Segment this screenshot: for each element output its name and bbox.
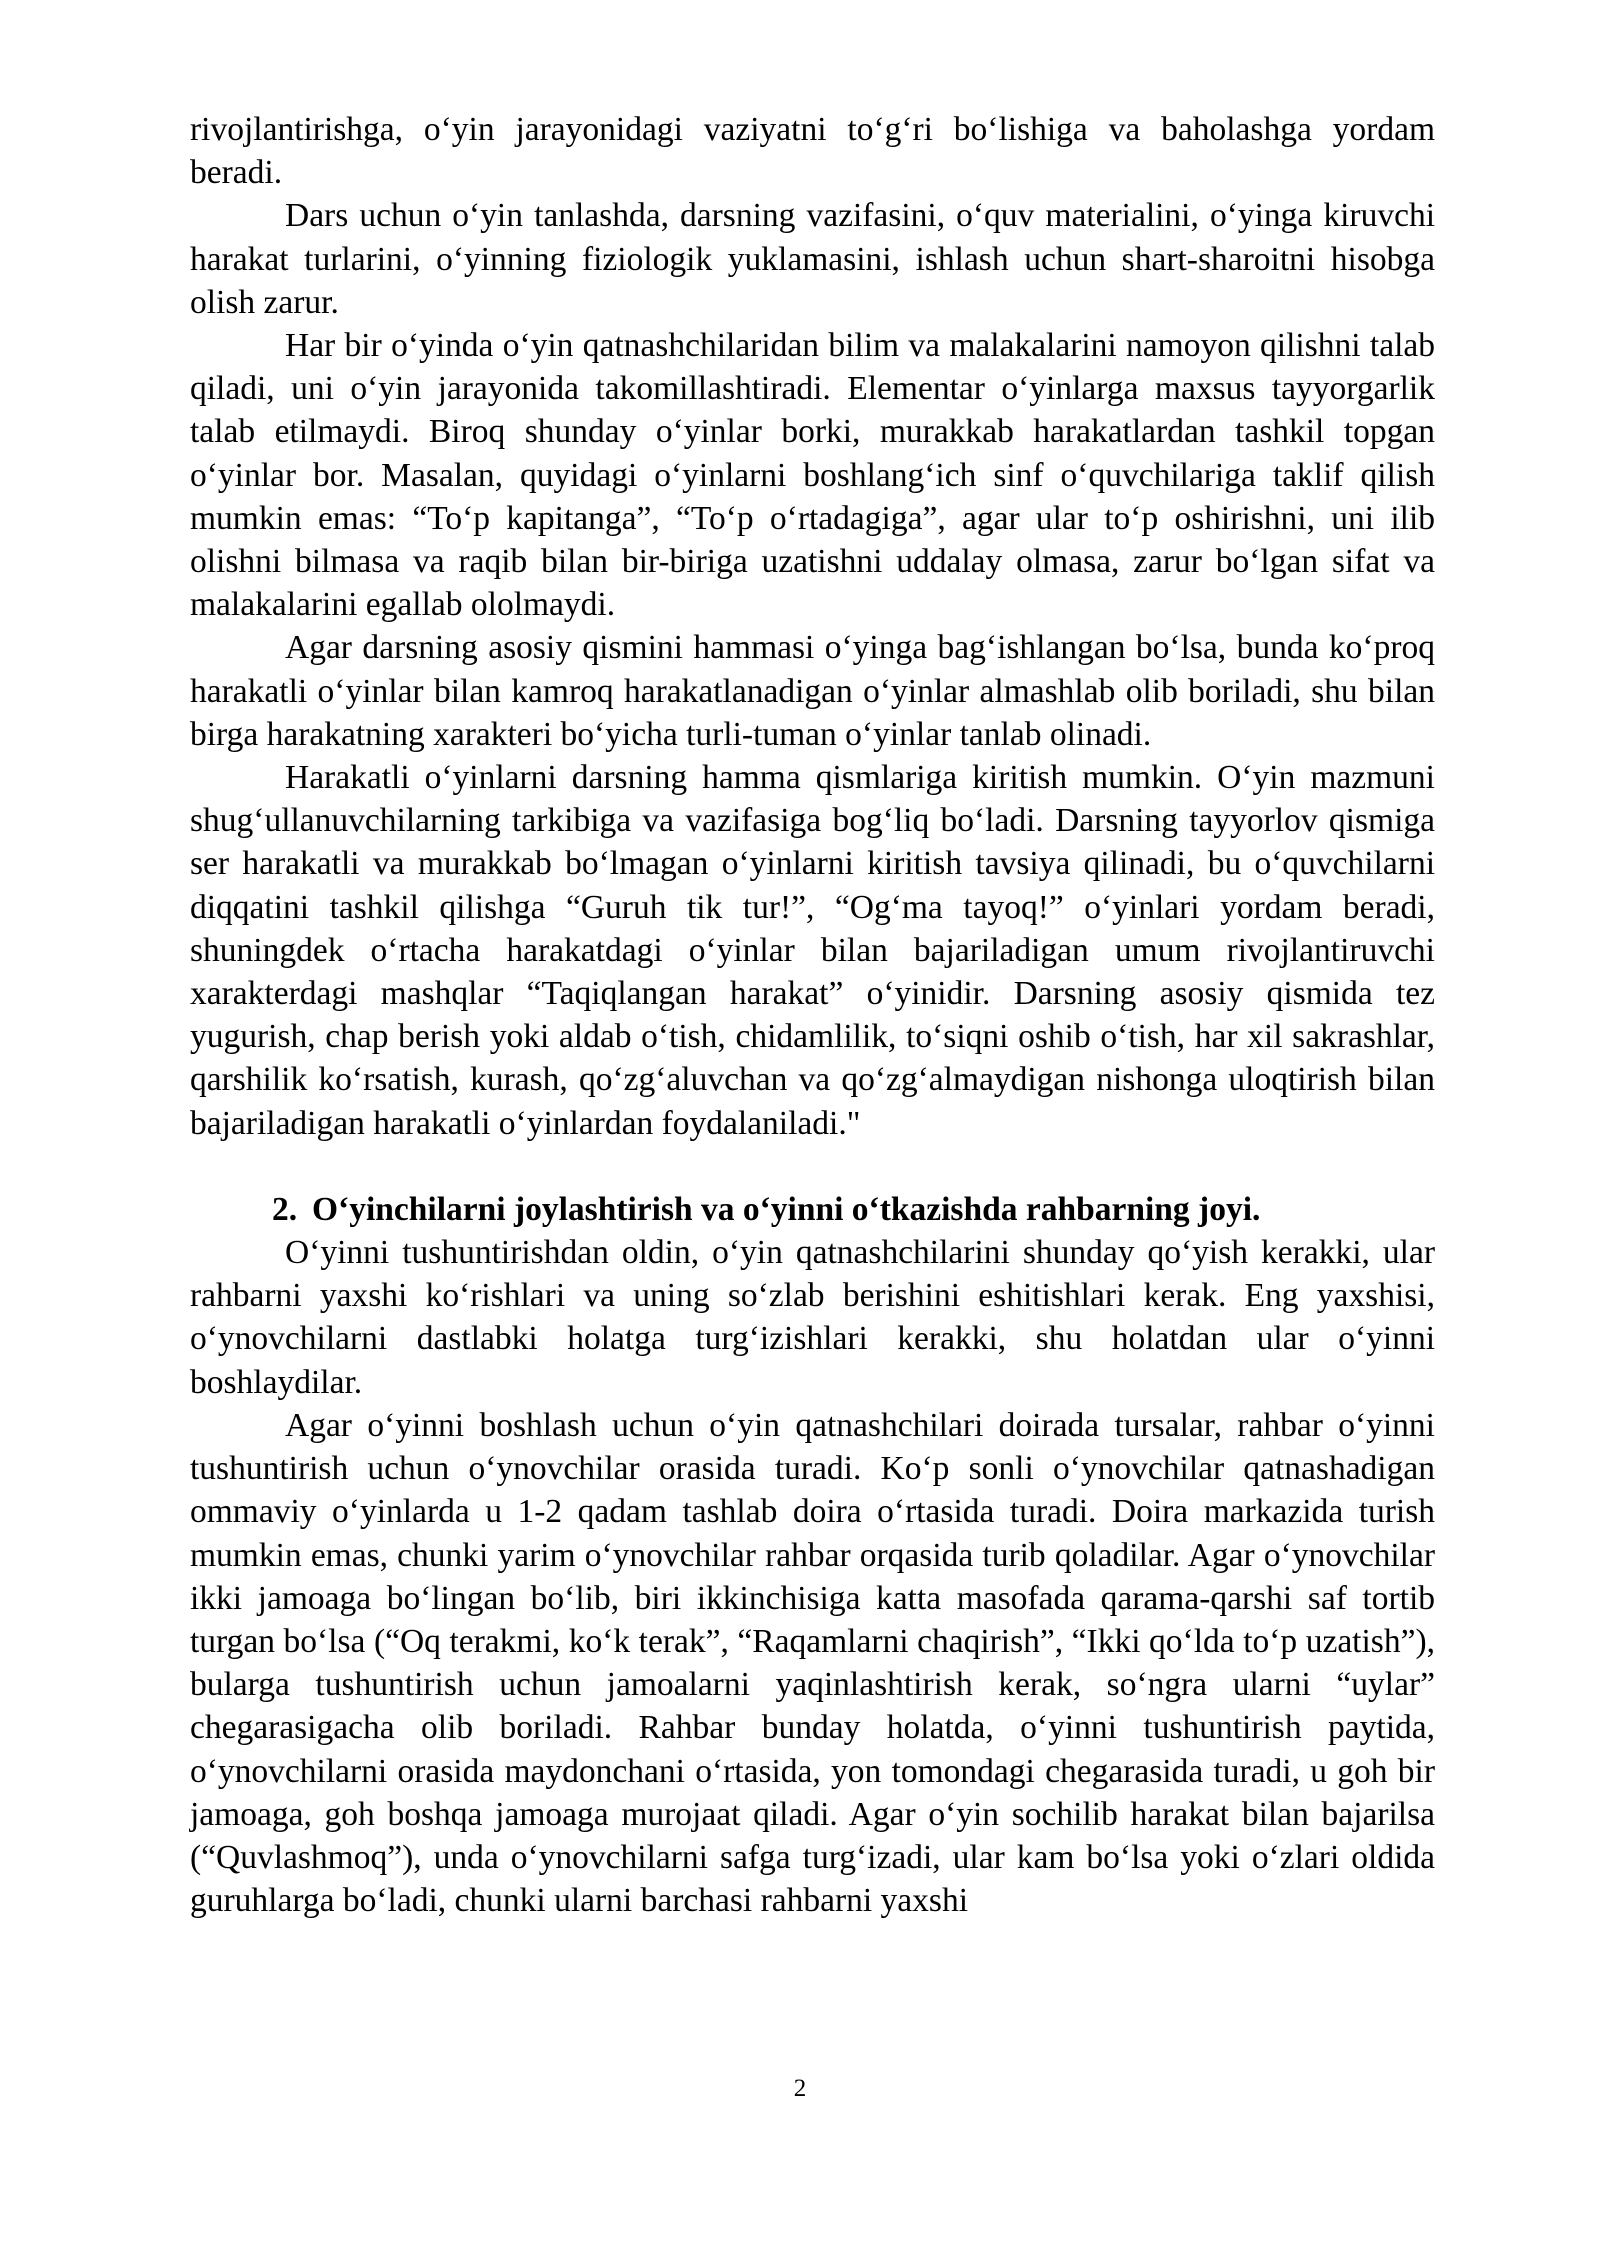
section-title: O‘yinchilarni joylashtirish va o‘yinni o‘tkazishda rahbarning joyi. <box>312 1190 1261 1228</box>
section-number: 2. <box>272 1190 298 1228</box>
paragraph: Dars uchun o‘yin tanlashda, darsning vazifasini, o‘quv materialini, o‘yinga kiruvchi harakat turlarini, o‘yinning fiziologik yuklamasini, ishlash uchun shart-sharoitni hisobga olish zarur. <box>190 197 1435 321</box>
paragraph: O‘yinni tushuntirishdan oldin, o‘yin qatnashchilarini shunday qo‘yish kerakki, ular rahbarni yaxshi ko‘rishlari va uning so‘zlab berishini eshitishlari kerak. Eng yaxshisi, o‘ynovchilarni dastlabki holatga turg‘izishlari kerakki, shu holatdan ular o‘yinni boshlaydilar. <box>190 1234 1435 1401</box>
section-heading <box>190 1188 1435 1231</box>
paragraph-continuation: rivojlantirishga, o‘yin jarayonidagi vaziyatni to‘g‘ri bo‘lishiga va baholashga yordam beradi. <box>190 111 1435 192</box>
paragraph: Har bir o‘yinda o‘yin qatnashchilaridan bilim va malakalarini namoyon qilishni talab qiladi, uni o‘yin jarayonida takomillashtiradi. Elementar o‘yinlarga maxsus tayyorgarlik talab etilmaydi. Biroq shunday o‘yinlar borki, murakkab harakatlardan tashkil topgan o‘yinlar bor. Masalan, quyidagi o‘yinlarni boshlang‘ich sinf o‘quvchilariga taklif qilish mumkin emas: “To‘p kapitanga”, “To‘p o‘rtadagiga”, agar ular to‘p oshirishni, uni ilib olishni bilmasa va raqib bilan bir-biriga uzatishni uddalay olmasa, zarur bo‘lgan sifat va malakalarini egallab ololmaydi. <box>190 327 1435 624</box>
page-number: 2 <box>793 2075 807 2102</box>
paragraph: Agar darsning asosiy qismini hammasi o‘yinga bag‘ishlangan bo‘lsa, bunda ko‘proq harakatli o‘yinlar bilan kamroq harakatlanadigan o‘yinlar almashlab olib boriladi, shu bilan birga harakatning xarakteri bo‘yicha turli-tuman o‘yinlar tanlab olinadi. <box>190 629 1435 753</box>
paragraph: Agar o‘yinni boshlash uchun o‘yin qatnashchilari doirada tursalar, rahbar o‘yinni tushuntirish uchun o‘ynovchilar orasida turadi. Ko‘p sonli o‘ynovchilar qatnashadigan ommaviy o‘yinlarda u 1-2 qadam tashlab doira o‘rtasida turadi. Doira markazida turish mumkin emas, chunki yarim o‘ynovchilar rahbar orqasida turib qoladilar. Agar o‘ynovchilar ikki jamoaga bo‘lingan bo‘lib, biri ikkinchisiga katta masofada qarama-qarshi saf tortib turgan bo‘lsa (“Oq terakmi, ko‘k terak”, “Raqamlarni chaqirish”, “Ikki qo‘lda to‘p uzatish”), bularga tushuntirish uchun jamoalarni yaqinlashtirish kerak, so‘ngra ularni “uylar” chegarasigacha olib boriladi. Rahbar bunday holatda, o‘yinni tushuntirish paytida, o‘ynovchilarni orasida maydonchani o‘rtasida, yon tomondagi chegarasida turadi, u goh bir jamoaga, goh boshqa jamoaga murojaat qiladi. Agar o‘yin sochilib harakat bilan bajarilsa (“Quvlashmoq”), unda o‘ynovchilarni safga turg‘izadi, ular kam bo‘lsa yoki o‘zlari oldida guruhlarga bo‘ladi, chunki ularni barchasi rahbarni yaxshi <box>190 1406 1435 1920</box>
page-body <box>190 108 1435 1922</box>
paragraph: Harakatli o‘yinlarni darsning hamma qismlariga kiritish mumkin. O‘yin mazmuni shug‘ullanuvchilarning tarkibiga va vazifasiga bog‘liq bo‘ladi. Darsning tayyorlov qismiga ser harakatli va murakkab bo‘lmagan o‘yinlarni kiritish tavsiya qilinadi, bu o‘quvchilarni diqqatini tashkil qilishga “Guruh tik tur!”, “Og‘ma tayoq!” o‘yinlari yordam beradi, shuningdek o‘rtacha harakatdagi o‘yinlar bilan bajariladigan umum rivojlantiruvchi xarakterdagi mashqlar “Taqiqlangan harakat” o‘yinidir. Darsning asosiy qismida tez yugurish, chap berish yoki aldab o‘tish, chidamlilik, to‘siqni oshib o‘tish, har xil sakrashlar, qarshilik ko‘rsatish, kurash, qo‘zg‘aluvchan va qo‘zg‘almaydigan nishonga uloqtirish bilan bajariladigan harakatli o‘yinlardan foydalaniladi." <box>190 759 1435 1142</box>
